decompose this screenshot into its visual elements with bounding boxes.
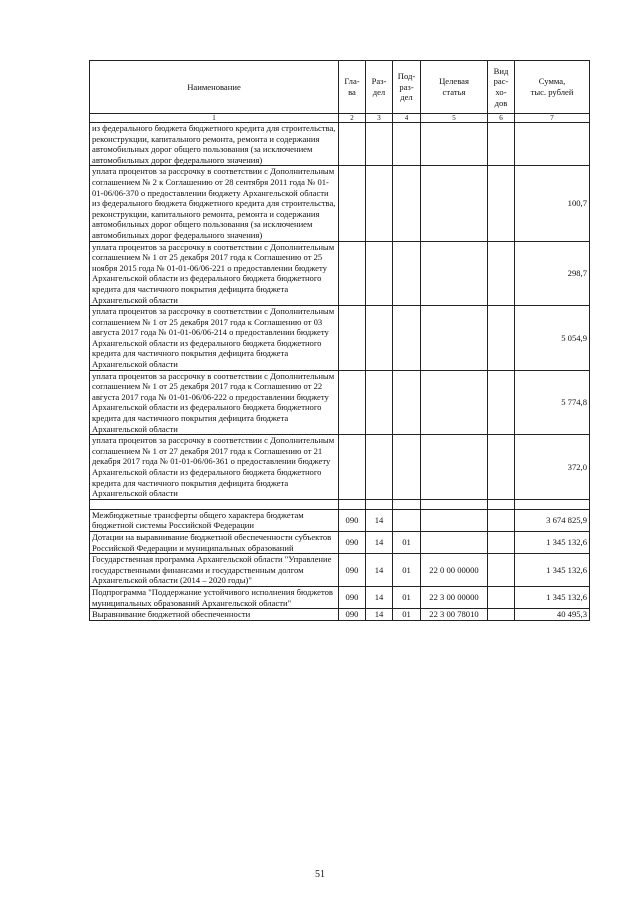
table-row	[90, 166, 590, 241]
row-vid	[488, 241, 515, 306]
row-podrazdel	[393, 370, 421, 435]
row-vid	[488, 166, 515, 241]
table-row	[90, 306, 590, 371]
row-target	[421, 435, 488, 500]
row-name: Подпрограмма "Поддержание устойчивого исполнения бюджетов муниципальных образований Архангельской области"	[90, 586, 339, 608]
table-row	[90, 123, 590, 166]
row-name: уплата процентов за рассрочку в соответствии с Дополнительным соглашением № 1 от 25 декабря 2017 года к Соглашению от 03 августа 2017 года № 01-01-06/06-214 о предоставлении бюджету Архангельской области из федерального бюджета бюджетного кредита для частичного покрытия дефицита бюджета Архангельской области	[90, 306, 339, 371]
header-target-text: Целевая статья	[439, 76, 469, 97]
table-row	[90, 435, 590, 500]
row-name: Государственная программа Архангельской области "Управление государственными финансами и государственным долгом Архангельской области (2014 – 2020 годы)"	[90, 554, 339, 587]
row-name: уплата процентов за рассрочку в соответствии с Дополнительным соглашением № 2 к Соглашению от 28 сентября 2011 года № 01-01-06/06-370 о предоставлении бюджету Архангельской области из федерального бюджета бюджетного кредита для строительства, реконструкции, капитального ремонта, ремонта и содержания автомобильных дорог общего пользования (за исключением автомобильных дорог федерального значения)	[90, 166, 339, 241]
row-sum: 1 345 132,6	[515, 586, 590, 608]
row-target: 22 0 00 00000	[421, 554, 488, 587]
column-number: 7	[515, 114, 590, 123]
row-sum: 298,7	[515, 241, 590, 306]
row-razdel	[366, 306, 393, 371]
budget-table	[89, 60, 590, 621]
row-target	[421, 499, 488, 509]
row-podrazdel: 01	[393, 609, 421, 621]
row-target	[421, 241, 488, 306]
row-glava	[339, 166, 366, 241]
row-podrazdel: 01	[393, 531, 421, 553]
row-glava	[339, 370, 366, 435]
row-sum: 40 495,3	[515, 609, 590, 621]
row-target: 22 3 00 78010	[421, 609, 488, 621]
column-number: 5	[421, 114, 488, 123]
row-razdel	[366, 166, 393, 241]
header-name: Наименование	[90, 61, 339, 114]
table-row	[90, 554, 590, 587]
row-glava: 090	[339, 554, 366, 587]
header-podrazdel-text: Под- раз- дел	[397, 71, 416, 103]
row-vid	[488, 435, 515, 500]
header-target	[421, 61, 488, 114]
header-glava-text: Гла- ва	[344, 76, 360, 97]
row-podrazdel: 01	[393, 586, 421, 608]
column-number-row	[90, 114, 590, 123]
row-name: Выравнивание бюджетной обеспеченности	[90, 609, 339, 621]
row-sum: 1 345 132,6	[515, 531, 590, 553]
row-target	[421, 123, 488, 166]
row-target	[421, 509, 488, 531]
row-glava: 090	[339, 509, 366, 531]
row-name: из федерального бюджета бюджетного кредита для строительства, реконструкции, капитального ремонта, ремонта и содержания автомобильных дорог общего пользования (за исключением автомобильных дорог федерального значения)	[90, 123, 339, 166]
header-podrazdel	[393, 61, 421, 114]
row-podrazdel	[393, 435, 421, 500]
row-podrazdel	[393, 499, 421, 509]
row-razdel	[366, 370, 393, 435]
row-podrazdel: 01	[393, 554, 421, 587]
header-vid-text: Вид рас- хо- дов	[493, 65, 509, 108]
row-sum	[515, 123, 590, 166]
row-glava	[339, 306, 366, 371]
row-vid	[488, 509, 515, 531]
row-vid	[488, 609, 515, 621]
row-target: 22 3 00 00000	[421, 586, 488, 608]
row-razdel	[366, 123, 393, 166]
row-target	[421, 531, 488, 553]
row-name: уплата процентов за рассрочку в соответствии с Дополнительным соглашением № 1 от 25 декабря 2017 года к Соглашению от 25 ноября 2015 года № 01-01-06/06-221 о предоставлении бюджету Архангельской области из федерального бюджета бюджетного кредита для частичного покрытия дефицита бюджета Архангельской области	[90, 241, 339, 306]
table-row	[90, 609, 590, 621]
row-sum: 1 345 132,6	[515, 554, 590, 587]
table-row	[90, 586, 590, 608]
row-vid	[488, 499, 515, 509]
row-target	[421, 306, 488, 371]
row-target	[421, 166, 488, 241]
row-name: уплата процентов за рассрочку в соответствии с Дополнительным соглашением № 1 от 25 декабря 2017 года к Соглашению от 22 августа 2017 года № 01-01-06/06-222 о предоставлении бюджету Архангельской области из федерального бюджета бюджетного кредита для частичного покрытия дефицита бюджета Архангельской области	[90, 370, 339, 435]
table-row-empty	[90, 499, 590, 509]
row-razdel: 14	[366, 586, 393, 608]
row-vid	[488, 370, 515, 435]
row-vid	[488, 306, 515, 371]
row-razdel	[366, 241, 393, 306]
column-number: 6	[488, 114, 515, 123]
table-row	[90, 531, 590, 553]
row-glava	[339, 241, 366, 306]
row-razdel: 14	[366, 509, 393, 531]
row-sum: 3 674 825,9	[515, 509, 590, 531]
row-podrazdel	[393, 306, 421, 371]
header-vid	[488, 61, 515, 114]
row-glava: 090	[339, 609, 366, 621]
row-vid	[488, 531, 515, 553]
row-target	[421, 370, 488, 435]
table-row	[90, 370, 590, 435]
row-podrazdel	[393, 509, 421, 531]
row-sum: 372,0	[515, 435, 590, 500]
header-razdel	[366, 61, 393, 114]
row-name: уплата процентов за рассрочку в соответствии с Дополнительным соглашением № 1 от 27 декабря 2017 года к Соглашению от 21 декабря 2017 года № 01-01-06/06-361 о предоставлении бюджету Архангельской области из федерального бюджета бюджетного кредита для частичного покрытия дефицита бюджета Архангельской области	[90, 435, 339, 500]
table-row	[90, 241, 590, 306]
header-row	[90, 61, 590, 114]
row-razdel: 14	[366, 554, 393, 587]
header-sum	[515, 61, 590, 114]
row-podrazdel	[393, 123, 421, 166]
row-razdel	[366, 499, 393, 509]
table-row	[90, 509, 590, 531]
row-glava: 090	[339, 531, 366, 553]
row-vid	[488, 554, 515, 587]
row-razdel	[366, 435, 393, 500]
row-podrazdel	[393, 166, 421, 241]
header-sum-text: Сумма, тыс. рублей	[530, 76, 574, 97]
column-number: 2	[339, 114, 366, 123]
header-razdel-text: Раз- дел	[371, 76, 387, 97]
header-glava	[339, 61, 366, 114]
row-glava: 090	[339, 586, 366, 608]
row-razdel: 14	[366, 609, 393, 621]
row-glava	[339, 435, 366, 500]
column-number: 1	[90, 114, 339, 123]
row-sum: 100,7	[515, 166, 590, 241]
row-sum: 5 054,9	[515, 306, 590, 371]
row-name	[90, 499, 339, 509]
column-number: 3	[366, 114, 393, 123]
row-vid	[488, 586, 515, 608]
row-name: Межбюджетные трансферты общего характера бюджетам бюджетной системы Российской Федерации	[90, 509, 339, 531]
column-number: 4	[393, 114, 421, 123]
row-sum: 5 774,8	[515, 370, 590, 435]
row-razdel: 14	[366, 531, 393, 553]
row-vid	[488, 123, 515, 166]
row-name: Дотации на выравнивание бюджетной обеспеченности субъектов Российской Федерации и муниципальных образований	[90, 531, 339, 553]
row-glava	[339, 123, 366, 166]
page-number: 51	[315, 869, 325, 880]
row-glava	[339, 499, 366, 509]
row-sum	[515, 499, 590, 509]
row-podrazdel	[393, 241, 421, 306]
